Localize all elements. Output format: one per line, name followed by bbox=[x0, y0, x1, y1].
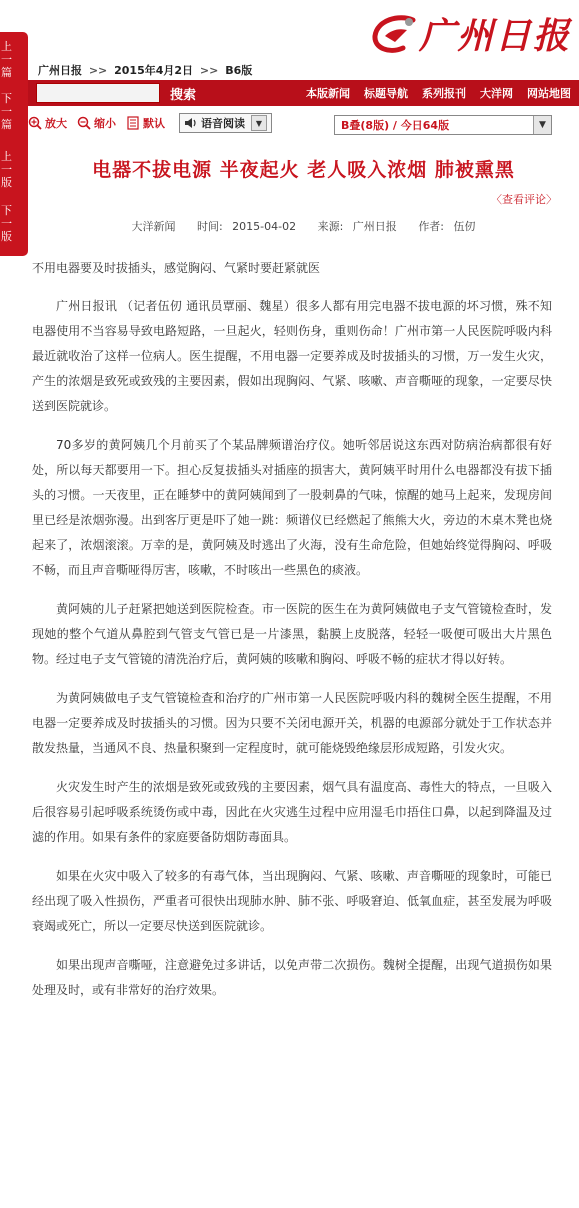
prev-page-tab[interactable]: 上一版 bbox=[1, 150, 12, 189]
article-paragraph: 如果在火灾中吸入了较多的有毒气体，当出现胸闷、气紧、咳嗽、声音嘶哑的现象时，可能已经出现了吸入性损伤，严重者可很快出现肺水肿、肺不张、呼吸窘迫、低氧血症，甚至发展为呼吸衰竭或死亡，所以一定要尽快送到医院就诊。 bbox=[32, 869, 552, 933]
article-paragraph: 火灾发生时产生的浓烟是致死或致残的主要因素，烟气具有温度高、毒性大的特点，一旦吸入后很容易引起呼吸系统烫伤或中毒，因此在火灾逃生过程中应用湿毛巾捂住口鼻，以起到降温及过滤的作用。如果有条件的家庭要备防烟防毒面具。 bbox=[32, 780, 552, 844]
article-title: 电器不拔电源 半夜起火 老人吸入浓烟 肺被熏黑 bbox=[92, 159, 515, 181]
zoom-out-button[interactable] bbox=[77, 115, 116, 131]
nav-link-series[interactable]: 系列报刊 bbox=[422, 87, 466, 100]
zoom-out-icon bbox=[77, 116, 91, 130]
nav-link-sitemap[interactable]: 网站地图 bbox=[527, 87, 571, 100]
breadcrumb-sep: >> bbox=[88, 64, 108, 77]
default-size-button[interactable] bbox=[126, 115, 165, 131]
article-meta bbox=[28, 218, 579, 234]
meta-time: 时间: 2015-04-02 bbox=[196, 220, 297, 233]
breadcrumb-page[interactable]: B6版 bbox=[225, 64, 253, 77]
next-page-tab[interactable]: 下一版 bbox=[1, 204, 12, 243]
edition-select-value: B叠(8版) / 今日64版 bbox=[341, 119, 450, 132]
breadcrumb bbox=[38, 62, 252, 78]
chevron-down-icon[interactable]: ▼ bbox=[251, 115, 267, 131]
breadcrumb-sep: >> bbox=[199, 64, 219, 77]
main-navbar bbox=[28, 80, 579, 106]
prev-article-tab[interactable]: 上一篇 bbox=[1, 40, 12, 79]
side-nav-tabs bbox=[0, 32, 28, 256]
logo-mark-icon bbox=[369, 12, 419, 56]
article-paragraph: 为黄阿姨做电子支气管镜检查和治疗的广州市第一人民医院呼吸内科的魏树全医生提醒，不用电器一定要养成及时拔插头的习惯。因为只要不关闭电源开关，机器的电源部分就处于工作状态并散发热量，当通风不良、热量积聚到一定程度时，就可能烧毁绝缘层形成短路，引发火灾。 bbox=[32, 691, 552, 755]
logo-text: 广州日报 bbox=[418, 15, 571, 57]
reading-toolbar bbox=[28, 110, 579, 136]
view-comments-link[interactable]: 〈查看评论〉 bbox=[491, 193, 557, 206]
breadcrumb-paper[interactable]: 广州日报 bbox=[38, 64, 82, 77]
breadcrumb-date[interactable]: 2015年4月2日 bbox=[114, 64, 194, 77]
logo[interactable] bbox=[369, 8, 571, 59]
next-article-tab[interactable]: 下一篇 bbox=[1, 92, 12, 131]
article-paragraph: 如果出现声音嘶哑，注意避免过多讲话，以免声带二次损伤。魏树全提醒，出现气道损伤如果处理及时，或有非常好的治疗效果。 bbox=[32, 958, 552, 997]
nav-links bbox=[306, 85, 571, 101]
zoom-out-label: 缩小 bbox=[94, 117, 116, 130]
article-lead: 不用电器要及时拔插头，感觉胸闷、气紧时要赶紧就医 bbox=[32, 261, 321, 275]
article-body bbox=[32, 258, 552, 1017]
edition-select[interactable] bbox=[334, 115, 552, 135]
meta-source: 来源: 广州日报 bbox=[317, 220, 397, 233]
meta-author: 作者: 伍仞 bbox=[418, 220, 476, 233]
voice-reading-select[interactable] bbox=[179, 113, 272, 133]
article-paragraph: 广州日报讯 （记者伍仞 通讯员覃丽、魏星）很多人都有用完电器不拔电源的坏习惯，殊不知电器使用不当容易导致电路短路，一旦起火，轻则伤身，重则伤命！广州市第一人民医院呼吸内科最近就收治了这样一位病人。医生提醒，不用电器一定要养成及时拔插头的习惯，万一发生火灾，产生的浓烟是致死或致残的主要因素，假如出现胸闷、气紧、咳嗽、声音嘶哑的现象，一定要尽快送到医院就诊。 bbox=[32, 299, 552, 413]
document-icon bbox=[126, 116, 140, 130]
nav-link-page-news[interactable]: 本版新闻 bbox=[306, 87, 350, 100]
article-paragraph: 黄阿姨的儿子赶紧把她送到医院检查。市一医院的医生在为黄阿姨做电子支气管镜检查时，发现她的整个气道从鼻腔到气管支气管已是一片漆黑，黏膜上皮脱落，轻轻一吸便可吸出大片黑色物。经过电子支气管镜的清洗治疗后，黄阿姨的咳嗽和胸闷、呼吸不畅的症状才得以好转。 bbox=[32, 602, 552, 666]
speaker-icon bbox=[184, 117, 198, 129]
default-size-label: 默认 bbox=[143, 117, 165, 130]
chevron-down-icon[interactable]: ▼ bbox=[533, 116, 551, 134]
search-input[interactable] bbox=[36, 83, 160, 103]
search-button[interactable]: 搜索 bbox=[170, 87, 197, 103]
zoom-in-button[interactable] bbox=[28, 115, 67, 131]
nav-link-dayoo[interactable]: 大洋网 bbox=[480, 87, 513, 100]
nav-link-title-nav[interactable]: 标题导航 bbox=[364, 87, 408, 100]
article-paragraph: 70多岁的黄阿姨几个月前买了个某品牌频谱治疗仪。她听邻居说这东西对防病治病都很有好处，所以每天都要用一下。担心反复拔插头对插座的损害大，黄阿姨平时用什么电器都没有拔下插头的习惯。一天夜里，正在睡梦中的黄阿姨闻到了一股刺鼻的气味，惊醒的她马上起来，发现房间里已经是浓烟弥漫。出到客厅更是吓了她一跳：频谱仪已经燃起了熊熊大火，旁边的木桌木凳也烧起来了，浓烟滚滚。万幸的是，黄阿姨及时逃出了火海，没有生命危险，但她始终觉得胸闷、呼吸不畅，而且声音嘶哑得厉害，咳嗽，不时咳出一些黑色的痰液。 bbox=[32, 438, 552, 577]
meta-source-site: 大洋新闻 bbox=[131, 220, 176, 233]
zoom-in-label: 放大 bbox=[45, 117, 67, 130]
zoom-in-icon bbox=[28, 116, 42, 130]
voice-reading-label: 语音阅读 bbox=[201, 117, 245, 130]
